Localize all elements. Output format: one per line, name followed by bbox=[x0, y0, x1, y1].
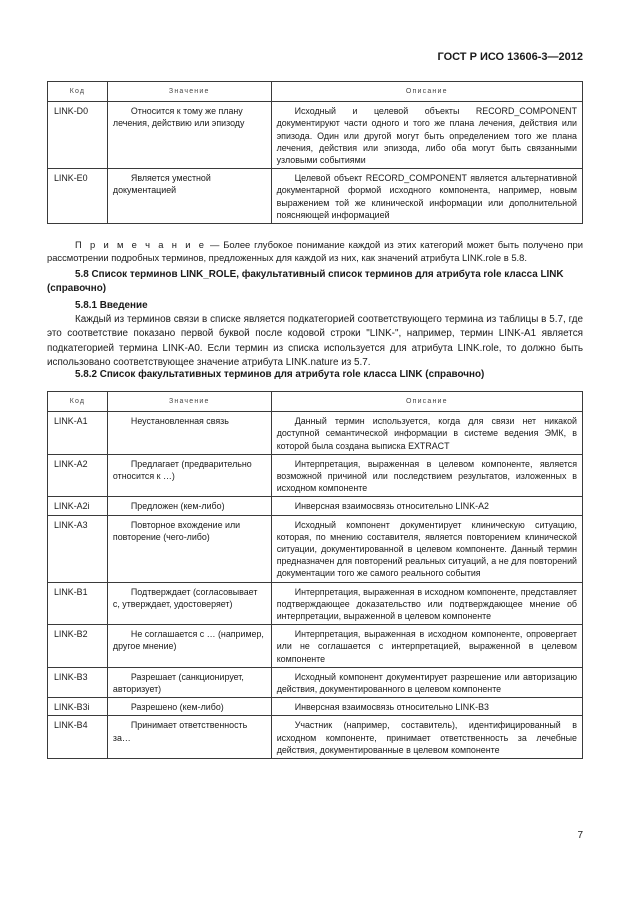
note-text: — Более глубокое понимание каждой из этих категорий может быть получено при рассмотрении подробных терминов, предложенных для каждой из них, как значений атрибута LINK.role в 5.8. bbox=[47, 239, 583, 263]
column-header-code: Код bbox=[48, 82, 108, 102]
note-label: П р и м е ч а н и е bbox=[75, 239, 207, 250]
term-description-cell: Исходный и целевой объекты RECORD_COMPONENT документируют части одного и того же плана лечения, действия или эпизода. Один или другой могут быть определением того же плана лечения, действия или эпизода, либо оба могут быть связанными узловыми событиями bbox=[271, 102, 582, 169]
term-meaning-cell: Разрешено (кем-либо) bbox=[107, 698, 271, 716]
term-code-cell: LINK-B1 bbox=[48, 582, 108, 625]
term-meaning-cell: Предлагает (предварительно относится к …) bbox=[107, 454, 271, 497]
section-5-8-heading: 5.8 Список терминов LINK_ROLE, факультативный список терминов для атрибута role класса LINK (справочно) bbox=[47, 269, 564, 294]
term-description-cell: Интерпретация, выраженная в целевом компоненте, является возможной причиной или последствием результатов, изложенных в исходном компоненте bbox=[271, 454, 582, 497]
term-meaning-cell: Предложен (кем-либо) bbox=[107, 497, 271, 515]
link-role-terms-table bbox=[47, 391, 583, 759]
table-row bbox=[48, 102, 583, 169]
term-code-cell: LINK-B2 bbox=[48, 625, 108, 668]
term-meaning-cell: Является уместной документацией bbox=[107, 169, 271, 224]
term-description-cell: Инверсная взаимосвязь относительно LINK-A2 bbox=[271, 497, 582, 515]
column-header-description: Описание bbox=[271, 82, 582, 102]
table-row bbox=[48, 667, 583, 697]
section-5-8-1-paragraph: Каждый из терминов связи в списке является подкатегорией соответствующего термина из таблицы в 5.7, где это соответствие показано первой буквой после кодовой строки "LINK-", например, термин LINK-A1 является подкатегорией термина LINK-A0. Если термин из списка используется для атрибута LINK.role, то должно быть использовано соответствующее значение атрибута LINK.nature из 5.7. bbox=[47, 314, 583, 368]
term-description-cell: Исходный компонент документирует клиническую ситуацию, которая, по мнению составителя, является повторением клинической ситуации, документированной в целевом компоненте. Данный термин предназначен для повторений реальных ситуаций, а не для повторений документации того же самого реального события bbox=[271, 515, 582, 582]
term-code-cell: LINK-D0 bbox=[48, 102, 108, 169]
term-meaning-cell: Неустановленная связь bbox=[107, 412, 271, 455]
table-row bbox=[48, 582, 583, 625]
term-code-cell: LINK-A1 bbox=[48, 412, 108, 455]
table-row bbox=[48, 497, 583, 515]
term-meaning-cell: Относится к тому же плану лечения, действию или эпизоду bbox=[107, 102, 271, 169]
column-header-description: Описание bbox=[271, 392, 582, 412]
term-code-cell: LINK-E0 bbox=[48, 169, 108, 224]
section-5-8-1-heading: 5.8.1 Введение bbox=[75, 300, 148, 311]
table-header-row bbox=[48, 82, 583, 102]
section-5-8-2-heading: 5.8.2 Список факультативных терминов для атрибута role класса LINK (справочно) bbox=[75, 369, 485, 380]
term-description-cell: Данный термин используется, когда для связи нет никакой доступной семантической информации в системе ведения ЭМК, в которой была создана выписка EXTRACT bbox=[271, 412, 582, 455]
column-header-meaning: Значение bbox=[107, 82, 271, 102]
term-description-cell: Инверсная взаимосвязь относительно LINK-B3 bbox=[271, 698, 582, 716]
term-meaning-cell: Повторное вхождение или повторение (чего-либо) bbox=[107, 515, 271, 582]
term-meaning-cell: Разрешает (санкционирует, авторизует) bbox=[107, 667, 271, 697]
term-description-cell: Исходный компонент документирует разрешение или авторизацию действия, документированного в целевом компоненте bbox=[271, 667, 582, 697]
link-terms-table-continued bbox=[47, 81, 583, 224]
table-row bbox=[48, 169, 583, 224]
table-row bbox=[48, 625, 583, 668]
table-row bbox=[48, 454, 583, 497]
table-row bbox=[48, 716, 583, 759]
table-row bbox=[48, 515, 583, 582]
note-paragraph bbox=[47, 239, 583, 264]
term-meaning-cell: Подтверждает (согласовывает с, утверждает, удостоверяет) bbox=[107, 582, 271, 625]
term-code-cell: LINK-B3i bbox=[48, 698, 108, 716]
term-code-cell: LINK-B4 bbox=[48, 716, 108, 759]
table-header-row bbox=[48, 392, 583, 412]
term-description-cell: Целевой объект RECORD_COMPONENT является альтернативной документарной формой исходного компонента, например, новым выражением той же клинической информации или дополнительной поясняющей информацией bbox=[271, 169, 582, 224]
term-description-cell: Участник (например, составитель), идентифицированный в исходном компоненте, принимает ответственность за лечебные действия, документированные в целевом компоненте bbox=[271, 716, 582, 759]
column-header-meaning: Значение bbox=[107, 392, 271, 412]
table-row bbox=[48, 412, 583, 455]
term-description-cell: Интерпретация, выраженная в исходном компоненте, опровергает или не соглашается с интерпретацией, выраженной в целевом компоненте bbox=[271, 625, 582, 668]
term-meaning-cell: Принимает ответственность за… bbox=[107, 716, 271, 759]
table-row bbox=[48, 698, 583, 716]
term-code-cell: LINK-A2i bbox=[48, 497, 108, 515]
term-code-cell: LINK-A3 bbox=[48, 515, 108, 582]
page-number: 7 bbox=[577, 830, 583, 841]
term-code-cell: LINK-B3 bbox=[48, 667, 108, 697]
standard-header: ГОСТ Р ИСО 13606-3—2012 bbox=[437, 51, 583, 63]
term-meaning-cell: Не соглашается с … (например, другое мнение) bbox=[107, 625, 271, 668]
term-code-cell: LINK-A2 bbox=[48, 454, 108, 497]
column-header-code: Код bbox=[48, 392, 108, 412]
term-description-cell: Интерпретация, выраженная в исходном компоненте, представляет подтверждающее доказательство или подтверждающее мнение об интерпретации, выраженной в целевом компоненте bbox=[271, 582, 582, 625]
